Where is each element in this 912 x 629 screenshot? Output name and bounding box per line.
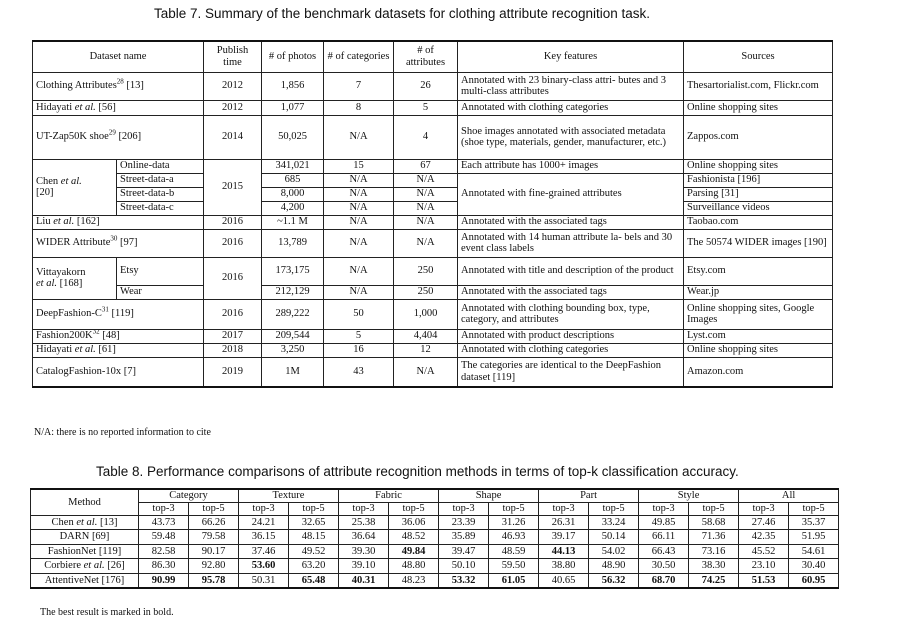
table-row: [33, 215, 833, 229]
score-cell: 79.58: [189, 530, 239, 545]
score-cell: 66.11: [639, 530, 689, 545]
score-cell: 36.64: [339, 530, 389, 545]
dataset-name: Hidayati et al. [56]: [33, 100, 204, 115]
top3-header: top-3: [139, 502, 189, 515]
header-dataset: Dataset name: [33, 41, 204, 72]
subset-name: Street-data-b: [117, 187, 204, 201]
table-row: [31, 573, 839, 588]
best-score-cell: 95.78: [189, 573, 239, 588]
group-header: Shape: [439, 489, 539, 502]
table8-caption: Table 8. Performance comparisons of attribute recognition methods in terms of top-k classification accuracy.: [96, 464, 739, 479]
score-cell: 71.36: [689, 530, 739, 545]
dataset-name: DeepFashion-$C^{31}$ [119]: [33, 299, 204, 329]
features: Annotated with clothing categories: [458, 100, 684, 115]
best-score-cell: 53.32: [439, 573, 489, 588]
sources: Online shopping sites: [684, 343, 833, 357]
categories: 15: [324, 159, 394, 173]
score-cell: 31.26: [489, 515, 539, 530]
score-cell: 82.58: [139, 544, 189, 559]
sources: Amazon.com: [684, 357, 833, 387]
score-cell: 73.16: [689, 544, 739, 559]
score-cell: 46.93: [489, 530, 539, 545]
table-row: [31, 515, 839, 530]
features: Annotated with the associated tags: [458, 285, 684, 299]
photos: 50,025: [262, 115, 324, 159]
score-cell: 86.30: [139, 559, 189, 574]
score-cell: 49.52: [289, 544, 339, 559]
score-cell: 39.17: [539, 530, 589, 545]
photos: 173,175: [262, 257, 324, 285]
features: Shoe images annotated with associated metadata (shoe type, materials, gender, manufacturer, etc.): [458, 115, 684, 159]
photos: 3,250: [262, 343, 324, 357]
attributes: 1,000: [394, 299, 458, 329]
header-photos: # of photos: [262, 41, 324, 72]
score-cell: 63.20: [289, 559, 339, 574]
table-row: [33, 329, 833, 343]
year: 2014: [204, 115, 262, 159]
table7: [32, 40, 833, 388]
group-header: Part: [539, 489, 639, 502]
table-row: [33, 100, 833, 115]
dataset-name: Vittayakorn et al. [168]: [33, 257, 117, 299]
sources: Fashionista [196]: [684, 173, 833, 187]
score-cell: 54.61: [789, 544, 839, 559]
score-cell: 23.10: [739, 559, 789, 574]
score-cell: 66.43: [639, 544, 689, 559]
dataset-name: Chen et al. [20]: [33, 159, 117, 215]
table-row: [31, 544, 839, 559]
score-cell: 48.80: [389, 559, 439, 574]
table-row: [33, 343, 833, 357]
year: 2017: [204, 329, 262, 343]
sources: Lyst.com: [684, 329, 833, 343]
year: 2016: [204, 257, 262, 299]
features: Annotated with 23 binary-class attri- butes and 3 multi-class attributes: [458, 72, 684, 100]
categories: 16: [324, 343, 394, 357]
score-cell: 25.38: [339, 515, 389, 530]
table-row: [33, 357, 833, 387]
score-cell: 24.21: [239, 515, 289, 530]
score-cell: 35.37: [789, 515, 839, 530]
method-name: FashionNet [119]: [31, 544, 139, 559]
header-method: Method: [31, 489, 139, 515]
sources: Thesartorialist.com, Flickr.com: [684, 72, 833, 100]
header-attributes: # of attributes: [394, 41, 458, 72]
score-cell: 58.68: [689, 515, 739, 530]
best-score-cell: 60.95: [789, 573, 839, 588]
group-header: All: [739, 489, 839, 502]
top5-header: top-5: [189, 502, 239, 515]
categories: 43: [324, 357, 394, 387]
attributes: 250: [394, 257, 458, 285]
year: 2016: [204, 299, 262, 329]
subset-name: Online-data: [117, 159, 204, 173]
table-row: [33, 159, 833, 173]
year: 2015: [204, 159, 262, 215]
top3-header: top-3: [639, 502, 689, 515]
best-score-cell: 65.48: [289, 573, 339, 588]
score-cell: 90.17: [189, 544, 239, 559]
features: Annotated with clothing bounding box, type, category, and attributes: [458, 299, 684, 329]
year: 2019: [204, 357, 262, 387]
attributes: 26: [394, 72, 458, 100]
best-score-cell: 61.05: [489, 573, 539, 588]
categories: 7: [324, 72, 394, 100]
header-categories: # of categories: [324, 41, 394, 72]
photos: 13,789: [262, 229, 324, 257]
table-row: [31, 559, 839, 574]
score-cell: 48.90: [589, 559, 639, 574]
attributes: 5: [394, 100, 458, 115]
header-features: Key features: [458, 41, 684, 72]
categories: N/A: [324, 115, 394, 159]
photos: 341,021: [262, 159, 324, 173]
dataset-name: $Fashion200K^{32}$ [48]: [33, 329, 204, 343]
dataset-name: Hidayati et al. [61]: [33, 343, 204, 357]
year: 2018: [204, 343, 262, 357]
table7-note: N/A: there is no reported information to cite: [34, 427, 211, 438]
top5-header: top-5: [589, 502, 639, 515]
features: Annotated with fine-grained attributes: [458, 173, 684, 215]
table7-header-row: [33, 41, 833, 72]
top3-header: top-3: [439, 502, 489, 515]
categories: N/A: [324, 173, 394, 187]
photos: 1M: [262, 357, 324, 387]
attributes: N/A: [394, 187, 458, 201]
subset-name: Street-data-c: [117, 201, 204, 215]
categories: N/A: [324, 285, 394, 299]
table-row: [33, 201, 833, 215]
photos: 8,000: [262, 187, 324, 201]
score-cell: 27.46: [739, 515, 789, 530]
score-cell: 50.10: [439, 559, 489, 574]
score-cell: 38.30: [689, 559, 739, 574]
score-cell: 48.59: [489, 544, 539, 559]
photos: 289,222: [262, 299, 324, 329]
features: Annotated with product descriptions: [458, 329, 684, 343]
photos: 212,129: [262, 285, 324, 299]
table-row: [33, 187, 833, 201]
score-cell: 49.85: [639, 515, 689, 530]
table-row: [33, 299, 833, 329]
score-cell: 23.39: [439, 515, 489, 530]
attributes: N/A: [394, 201, 458, 215]
year: 2016: [204, 229, 262, 257]
features: Each attribute has 1000+ images: [458, 159, 684, 173]
features: Annotated with 14 human attribute la- bels and 30 event class labels: [458, 229, 684, 257]
score-cell: 50.31: [239, 573, 289, 588]
sources: Parsing [31]: [684, 187, 833, 201]
photos: 4,200: [262, 201, 324, 215]
score-cell: 42.35: [739, 530, 789, 545]
dataset-name: Clothing Attributes$^{28}$ [13]: [33, 72, 204, 100]
group-header: Texture: [239, 489, 339, 502]
table-row: [33, 257, 833, 285]
score-cell: 30.40: [789, 559, 839, 574]
score-cell: 30.50: [639, 559, 689, 574]
table7-caption: Table 7. Summary of the benchmark datasets for clothing attribute recognition task.: [154, 6, 651, 21]
table-row: [33, 285, 833, 299]
score-cell: 92.80: [189, 559, 239, 574]
attributes: N/A: [394, 229, 458, 257]
best-score-cell: 49.84: [389, 544, 439, 559]
group-header: Style: [639, 489, 739, 502]
dataset-name: CatalogFashion-10x [7]: [33, 357, 204, 387]
score-cell: 37.46: [239, 544, 289, 559]
best-score-cell: 90.99: [139, 573, 189, 588]
top3-header: top-3: [339, 502, 389, 515]
categories: N/A: [324, 201, 394, 215]
score-cell: 26.31: [539, 515, 589, 530]
table8: [30, 488, 839, 589]
sources: Online shopping sites: [684, 100, 833, 115]
photos: 685: [262, 173, 324, 187]
table-row: [33, 72, 833, 100]
sources: Surveillance videos: [684, 201, 833, 215]
group-header: Fabric: [339, 489, 439, 502]
dataset-name: WIDER Attribute$^{30}$ [97]: [33, 229, 204, 257]
method-name: AttentiveNet [176]: [31, 573, 139, 588]
score-cell: 66.26: [189, 515, 239, 530]
top5-header: top-5: [489, 502, 539, 515]
best-score-cell: 44.13: [539, 544, 589, 559]
attributes: N/A: [394, 357, 458, 387]
score-cell: 43.73: [139, 515, 189, 530]
score-cell: 48.15: [289, 530, 339, 545]
photos: 1,077: [262, 100, 324, 115]
group-header: Category: [139, 489, 239, 502]
score-cell: 51.95: [789, 530, 839, 545]
best-score-cell: 40.31: [339, 573, 389, 588]
categories: 8: [324, 100, 394, 115]
table-row: [33, 229, 833, 257]
categories: 50: [324, 299, 394, 329]
categories: N/A: [324, 229, 394, 257]
dataset-name: Liu et al. [162]: [33, 215, 204, 229]
photos: ~1.1 M: [262, 215, 324, 229]
sources: Etsy.com: [684, 257, 833, 285]
subset-name: Wear: [117, 285, 204, 299]
categories: N/A: [324, 215, 394, 229]
photos: 209,544: [262, 329, 324, 343]
attributes: 4: [394, 115, 458, 159]
top5-header: top-5: [789, 502, 839, 515]
attributes: N/A: [394, 173, 458, 187]
attributes: 250: [394, 285, 458, 299]
sources: Online shopping sites: [684, 159, 833, 173]
score-cell: 36.06: [389, 515, 439, 530]
features: Annotated with the associated tags: [458, 215, 684, 229]
score-cell: 32.65: [289, 515, 339, 530]
score-cell: 45.52: [739, 544, 789, 559]
score-cell: 40.65: [539, 573, 589, 588]
best-score-cell: 74.25: [689, 573, 739, 588]
table8-group-row: [31, 489, 839, 502]
features: The categories are identical to the DeepFashion dataset [119]: [458, 357, 684, 387]
categories: 5: [324, 329, 394, 343]
header-sources: Sources: [684, 41, 833, 72]
sources: Zappos.com: [684, 115, 833, 159]
best-score-cell: 56.32: [589, 573, 639, 588]
categories: N/A: [324, 187, 394, 201]
score-cell: 39.47: [439, 544, 489, 559]
table-row: [33, 173, 833, 187]
top3-header: top-3: [239, 502, 289, 515]
score-cell: 36.15: [239, 530, 289, 545]
attributes: 12: [394, 343, 458, 357]
score-cell: 39.10: [339, 559, 389, 574]
top5-header: top-5: [389, 502, 439, 515]
best-score-cell: 53.60: [239, 559, 289, 574]
attributes: 67: [394, 159, 458, 173]
year: 2016: [204, 215, 262, 229]
year: 2012: [204, 72, 262, 100]
best-score-cell: 51.53: [739, 573, 789, 588]
score-cell: 59.50: [489, 559, 539, 574]
top3-header: top-3: [739, 502, 789, 515]
subset-name: Etsy: [117, 257, 204, 285]
table-row: [33, 115, 833, 159]
table8-subheader-row: [31, 502, 839, 515]
sources: Online shopping sites, Google Images: [684, 299, 833, 329]
top3-header: top-3: [539, 502, 589, 515]
sources: Taobao.com: [684, 215, 833, 229]
subset-name: Street-data-a: [117, 173, 204, 187]
table8-note: The best result is marked in bold.: [40, 607, 174, 618]
attributes: 4,404: [394, 329, 458, 343]
attributes: N/A: [394, 215, 458, 229]
year: 2012: [204, 100, 262, 115]
score-cell: 38.80: [539, 559, 589, 574]
top5-header: top-5: [689, 502, 739, 515]
features: Annotated with clothing categories: [458, 343, 684, 357]
score-cell: 35.89: [439, 530, 489, 545]
score-cell: 54.02: [589, 544, 639, 559]
score-cell: 59.48: [139, 530, 189, 545]
score-cell: 39.30: [339, 544, 389, 559]
score-cell: 33.24: [589, 515, 639, 530]
categories: N/A: [324, 257, 394, 285]
best-score-cell: 68.70: [639, 573, 689, 588]
method-name: Chen et al. [13]: [31, 515, 139, 530]
method-name: DARN [69]: [31, 530, 139, 545]
features: Annotated with title and description of the product: [458, 257, 684, 285]
sources: Wear.jp: [684, 285, 833, 299]
score-cell: 50.14: [589, 530, 639, 545]
dataset-name: UT-Zap50K shoe$^{29}$ [206]: [33, 115, 204, 159]
sources: The 50574 WIDER images [190]: [684, 229, 833, 257]
score-cell: 48.23: [389, 573, 439, 588]
table-row: [31, 530, 839, 545]
photos: 1,856: [262, 72, 324, 100]
method-name: Corbiere et al. [26]: [31, 559, 139, 574]
score-cell: 48.52: [389, 530, 439, 545]
header-publish: Publish time: [204, 41, 262, 72]
top5-header: top-5: [289, 502, 339, 515]
